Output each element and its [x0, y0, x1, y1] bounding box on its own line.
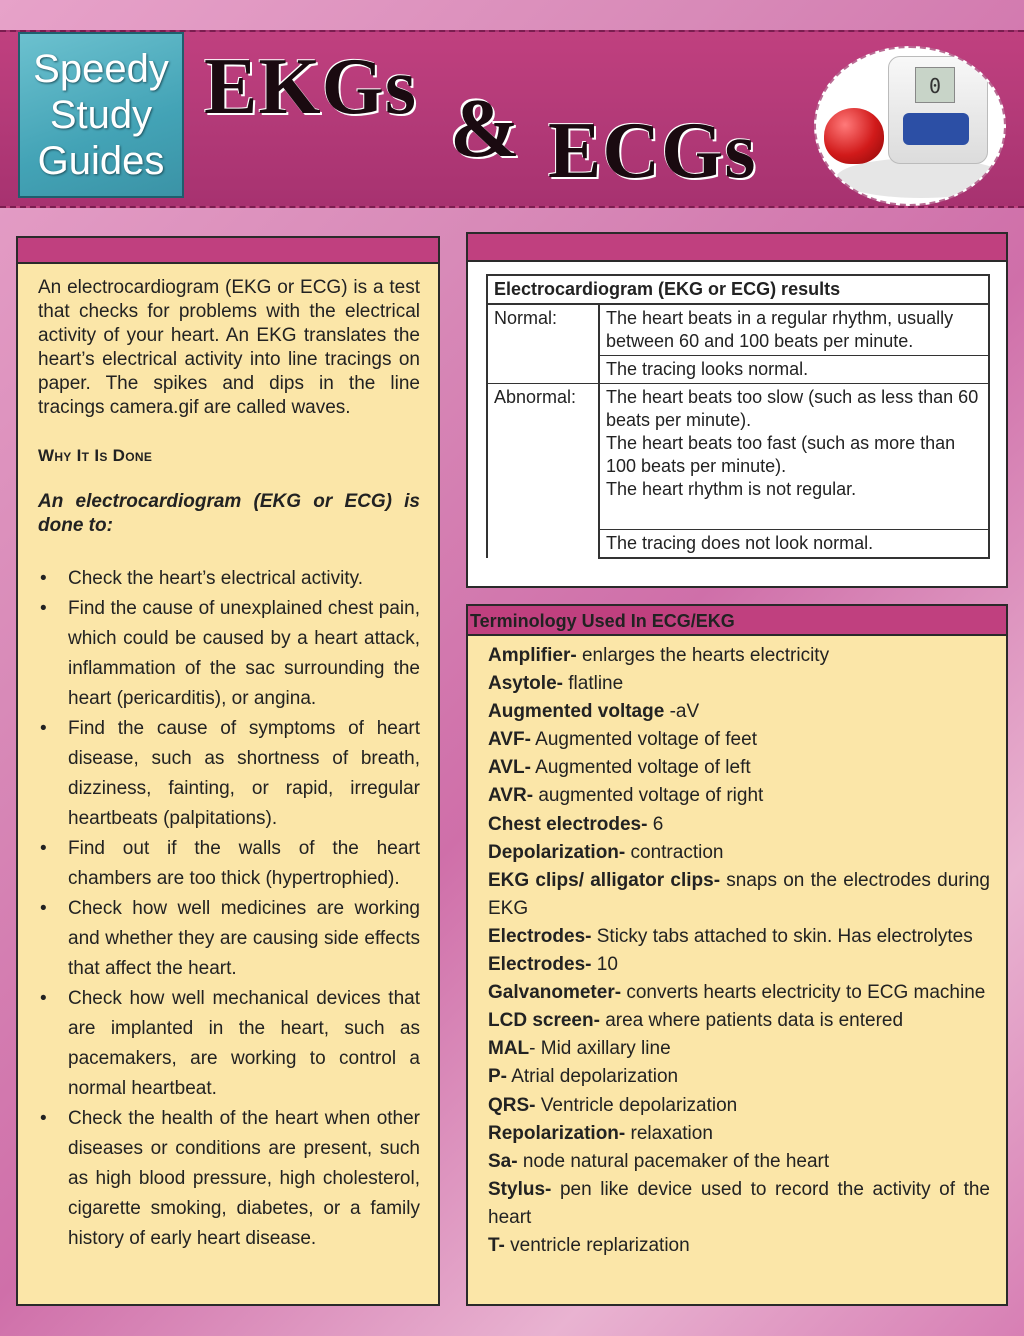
title-ampersand: &	[450, 82, 520, 175]
intro-panel	[16, 236, 440, 1306]
device-button-icon	[903, 113, 969, 145]
list-item	[488, 1063, 990, 1091]
intro-paragraph: An electrocardiogram (EKG or ECG) is a test that checks for problems with the electrical activity of your heart. An EKG translates the heart’s electrical activity into line tracings on paper. The spikes and dips in the line tracings camera.gif are called waves.	[38, 277, 420, 418]
list-item: • Check the health of the heart when other diseases or conditions are present, such as high blood pressure, high cholesterol, cigarette smoking, diabetes, or a family history of early heart disease.	[38, 1104, 420, 1254]
definition: converts hearts electricity to ECG machine	[621, 982, 986, 1004]
definition: - Mid axillary line	[529, 1038, 671, 1060]
device-base	[836, 158, 1006, 198]
list-item	[488, 698, 990, 726]
title-ekgs: EKGs	[204, 43, 417, 131]
term: Stylus-	[488, 1178, 552, 1200]
list-item	[488, 867, 990, 923]
list-item	[488, 782, 990, 810]
definition: 10	[591, 954, 618, 976]
list-item: • Check how well medicines are working and whether they are causing side effects that affect the heart.	[38, 894, 420, 984]
abnormal-label: Abnormal:	[487, 384, 599, 559]
list-item	[488, 979, 990, 1007]
definition: area where patients data is entered	[599, 1010, 904, 1032]
list-item	[488, 839, 990, 867]
term: Electrodes-	[488, 925, 592, 947]
definition: enlarges the hearts electricity	[576, 645, 830, 666]
reasons-list	[38, 564, 420, 1254]
terminology-panel	[466, 604, 1008, 1306]
list-item: • Find out if the walls of the heart chambers are too thick (hypertrophied).	[38, 834, 420, 894]
results-panel	[466, 232, 1008, 588]
title-ecgs: ECGs	[548, 107, 757, 195]
definition: flatline	[562, 673, 624, 695]
table-cell	[599, 384, 989, 530]
list-item	[488, 642, 990, 670]
logo-line-1: Speedy	[33, 47, 169, 91]
term: EKG clips/ alligator clips-	[488, 869, 721, 891]
results-table-title: Electrocardiogram (EKG or ECG) results	[487, 275, 989, 304]
heart-icon	[824, 108, 884, 164]
term: MAL	[488, 1038, 530, 1060]
terminology-heading: Terminology Used In ECG/EKG	[468, 606, 1006, 636]
logo-line-2: Study	[49, 93, 153, 137]
list-item	[488, 923, 990, 951]
intro-panel-header	[18, 238, 438, 264]
definition: Augmented voltage of feet	[530, 729, 757, 751]
normal-label: Normal:	[487, 304, 599, 384]
term: AVF-	[488, 729, 531, 751]
definition: -aV	[664, 701, 700, 723]
table-cell: The tracing does not look normal.	[599, 530, 989, 559]
blood-pressure-monitor-photo	[814, 46, 1006, 206]
term: Chest electrodes-	[488, 813, 648, 835]
list-item	[488, 754, 990, 782]
abnormal-row-3: The heart rhythm is not regular.	[606, 479, 857, 499]
definition: pen like device used to record the activity of the heart	[488, 1178, 990, 1228]
definition: node natural pacemaker of the heart	[517, 1150, 830, 1172]
terminology-list	[468, 636, 1006, 1260]
list-item	[488, 1120, 990, 1148]
list-item	[488, 1232, 990, 1260]
speedy-study-guides-logo	[18, 32, 184, 198]
definition: contraction	[625, 841, 724, 863]
definition: ventricle replarization	[504, 1234, 690, 1256]
why-it-is-done-heading: Why It Is Done	[38, 446, 153, 465]
definition: relaxation	[625, 1122, 713, 1144]
list-item	[488, 811, 990, 839]
term: Augmented voltage	[488, 701, 665, 723]
list-item	[488, 951, 990, 979]
results-table	[486, 274, 990, 559]
list-item: • Check the heart’s electrical activity.	[38, 564, 420, 594]
definition: snaps on the electrodes during EKG	[488, 869, 990, 919]
term: P-	[488, 1066, 507, 1088]
device-screen: 0	[915, 67, 955, 103]
term: LCD screen-	[488, 1010, 600, 1032]
term: Electrodes-	[488, 954, 592, 976]
table-cell: The tracing looks normal.	[599, 356, 989, 384]
list-item	[488, 1035, 990, 1063]
list-item	[488, 1092, 990, 1120]
list-item	[488, 670, 990, 698]
abnormal-row-2: The heart beats too fast (such as more than 100 beats per minute).	[606, 433, 956, 476]
definition: Atrial depolarization	[507, 1066, 679, 1088]
logo-line-3: Guides	[37, 139, 165, 183]
list-item	[488, 1007, 990, 1035]
definition: Sticky tabs attached to skin. Has electrolytes	[591, 925, 973, 947]
definition: Ventricle depolarization	[535, 1094, 738, 1116]
definition: Augmented voltage of left	[530, 757, 751, 779]
term: Sa-	[488, 1150, 518, 1172]
term: Asytole-	[488, 673, 563, 695]
term: Repolarization-	[488, 1122, 626, 1144]
table-cell: The heart beats in a regular rhythm, usually between 60 and 100 beats per minute.	[599, 304, 989, 356]
list-item: • Check how well mechanical devices that are implanted in the heart, such as pacemakers, are working to control a normal heartbeat.	[38, 984, 420, 1104]
list-item	[488, 1176, 990, 1232]
definition: 6	[647, 813, 664, 835]
definition: augmented voltage of right	[533, 785, 764, 807]
term: AVR-	[488, 785, 534, 807]
list-item	[488, 726, 990, 754]
term: Amplifier-	[488, 645, 577, 666]
term: T-	[488, 1234, 505, 1256]
monitor-device	[888, 56, 988, 164]
done-to-lead: An electrocardiogram (EKG or ECG) is done to:	[38, 491, 420, 536]
term: QRS-	[488, 1094, 536, 1116]
list-item: • Find the cause of symptoms of heart disease, such as shortness of breath, dizziness, fainting, or rapid, irregular heartbeats (palpitations).	[38, 714, 420, 834]
results-panel-header	[468, 234, 1006, 262]
term: Galvanometer-	[488, 982, 622, 1004]
list-item	[488, 1148, 990, 1176]
term: AVL-	[488, 757, 531, 779]
term: Depolarization-	[488, 841, 626, 863]
abnormal-row-1: The heart beats too slow (such as less than 60 beats per minute).	[606, 387, 979, 430]
list-item: • Find the cause of unexplained chest pain, which could be caused by a heart attack, inflammation of the sac surrounding the heart (pericarditis), or angina.	[38, 594, 420, 714]
